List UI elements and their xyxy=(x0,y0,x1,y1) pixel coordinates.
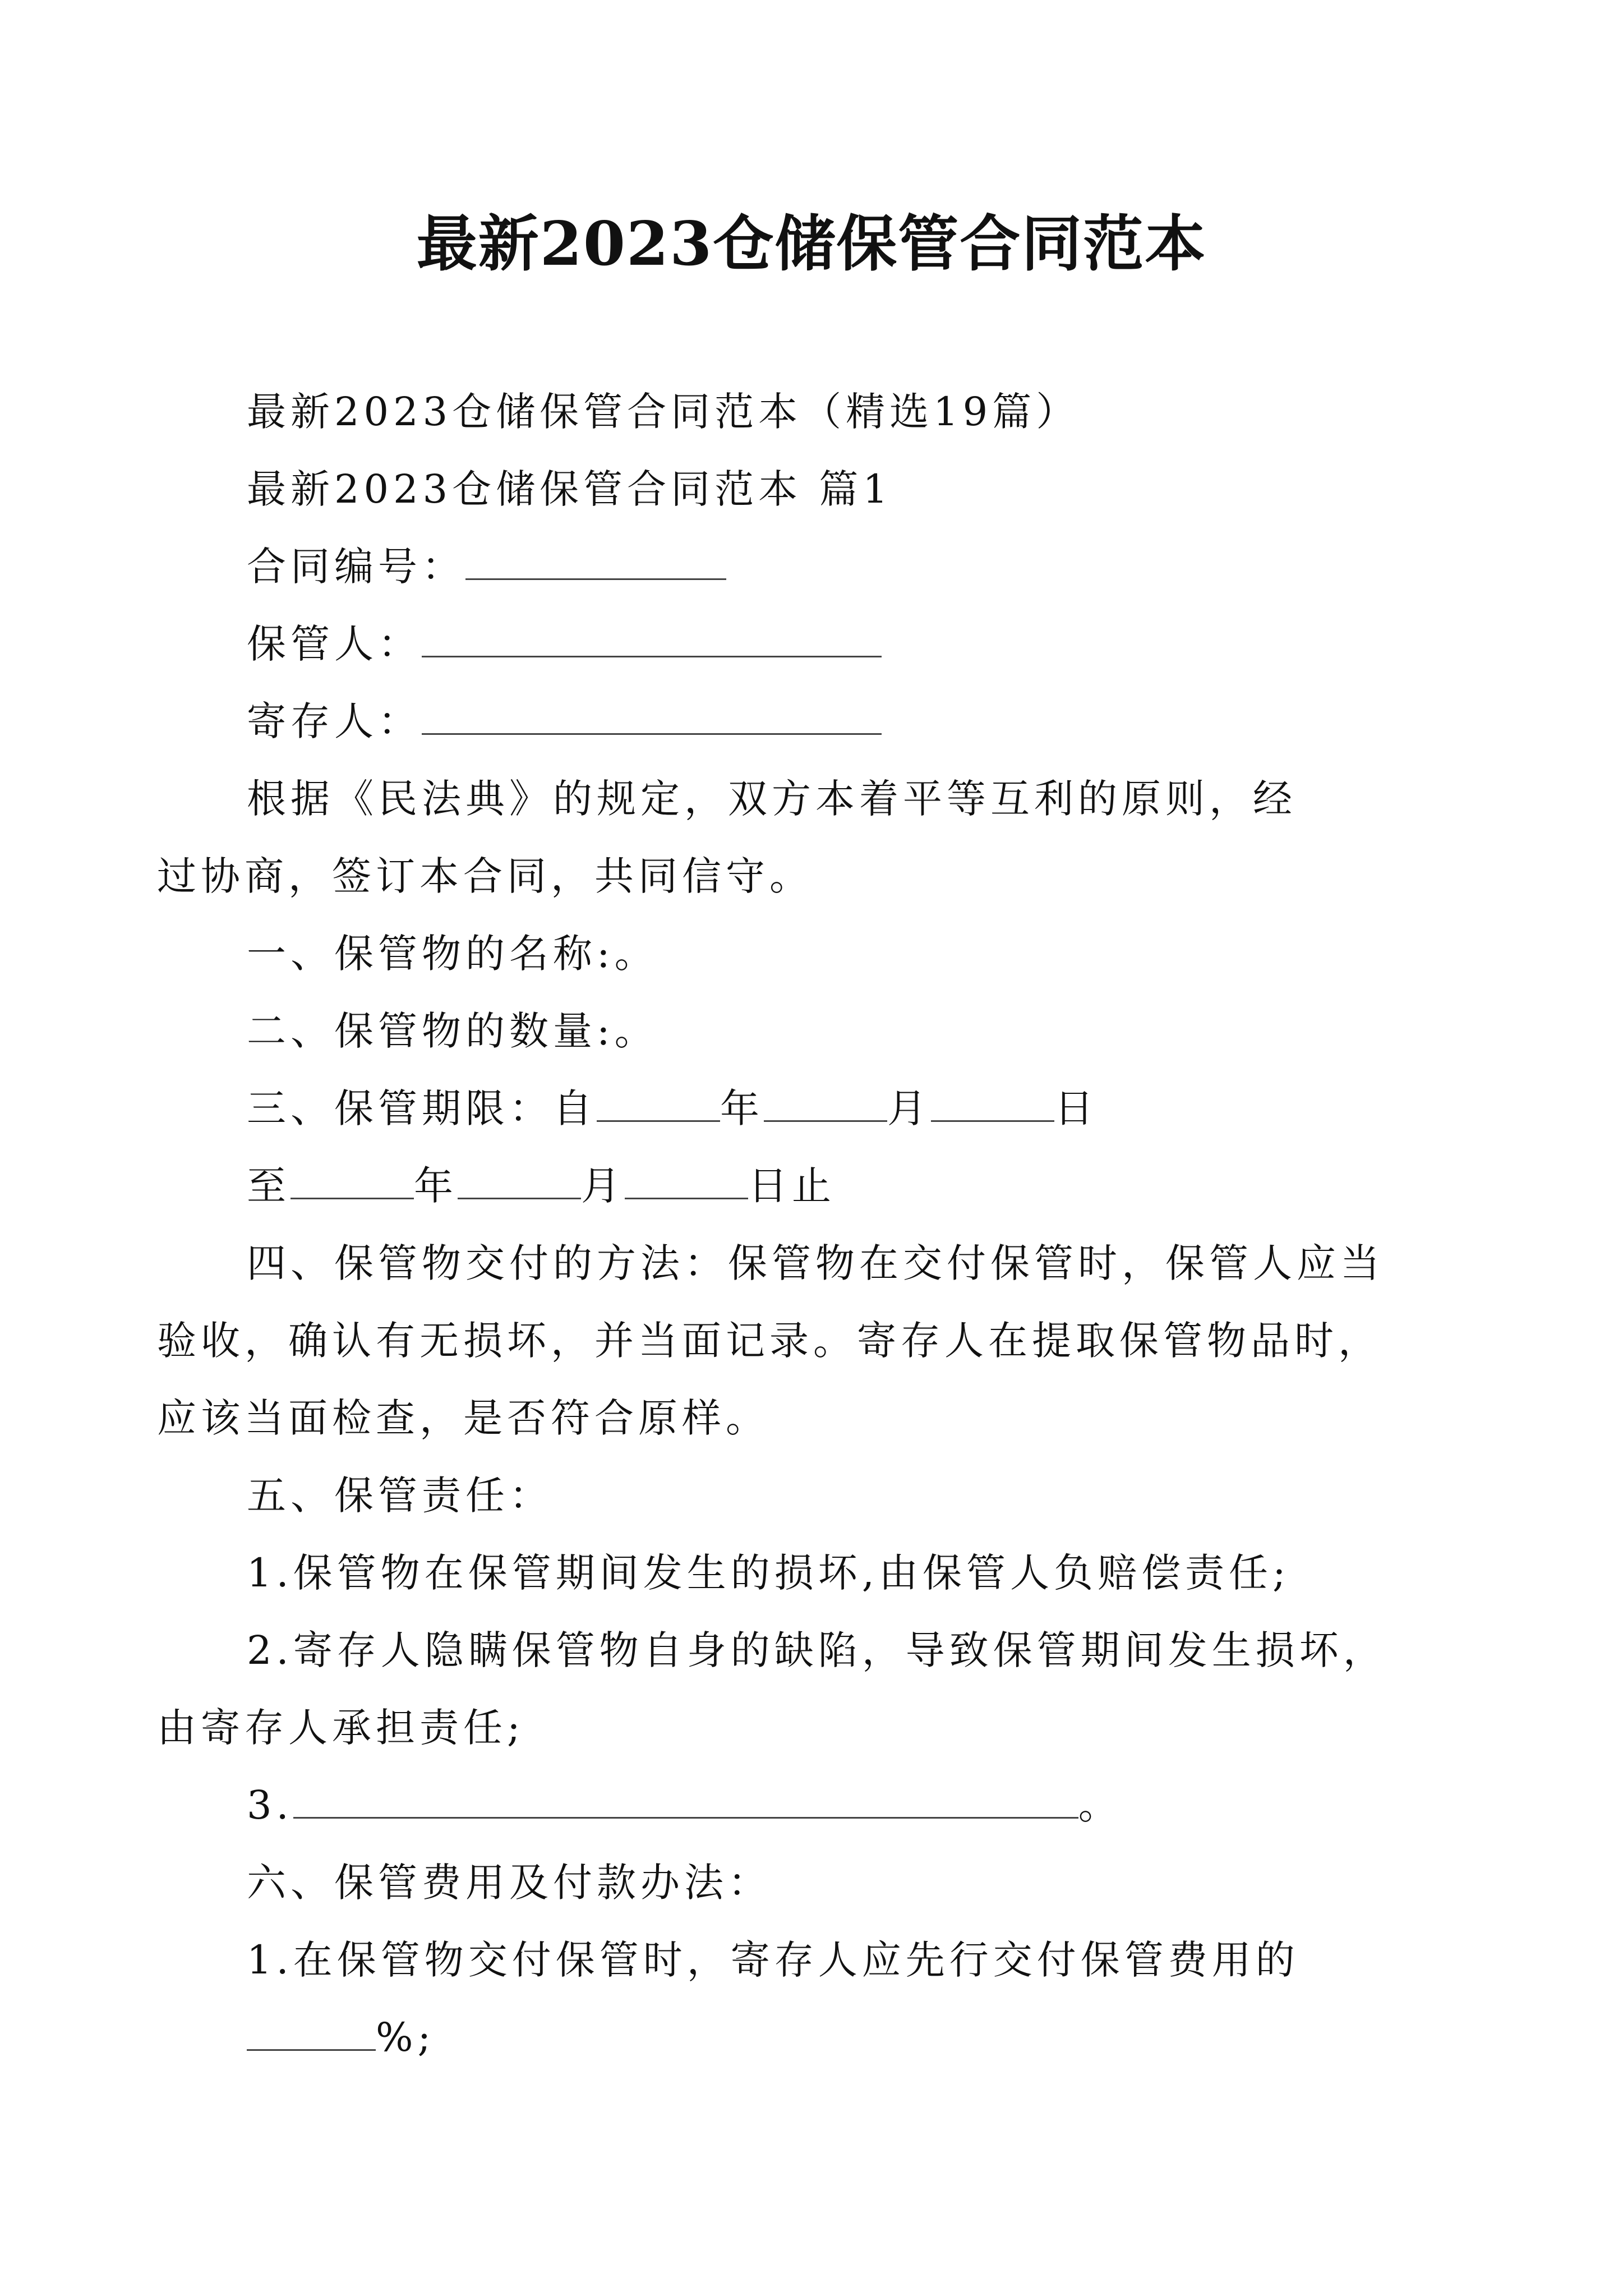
start-month-blank xyxy=(764,1081,887,1122)
custodian-line xyxy=(247,605,1380,683)
end-month-label: 月 xyxy=(581,1163,625,1209)
clause-6-item-1-cont xyxy=(247,1999,1380,2076)
end-month-blank xyxy=(458,1158,581,1199)
custodian-label: 保管人： xyxy=(247,621,422,667)
document-title: 最新2023仓储保管合同范本 xyxy=(416,209,1207,279)
clause-6: 六、保管费用及付款办法： xyxy=(247,1860,772,1906)
custodian-blank xyxy=(422,616,882,657)
clause-1: 一、保管物的名称:。 xyxy=(247,931,658,977)
clause-5-item-3-prefix: 3. xyxy=(247,1782,293,1828)
start-day-blank xyxy=(931,1081,1054,1122)
month-label: 月 xyxy=(887,1085,931,1131)
clause-4: 四、保管物交付的方法：保管物在交付保管时，保管人应当验收，确认有无损坏，并当面记录。寄存人在提取保管物品时，应该当面检查，是否符合原样。 xyxy=(157,1240,1384,1441)
clause-5-item-1: 1.保管物在保管期间发生的损坏,由保管人负赔偿责任; xyxy=(247,1550,1290,1596)
day-label: 日 xyxy=(1054,1085,1098,1131)
clause-3-start: 三、保管期限：自 xyxy=(247,1085,597,1131)
depositor-label: 寄存人： xyxy=(247,698,422,744)
percent-blank xyxy=(247,2010,376,2051)
start-year-blank xyxy=(597,1081,720,1122)
section-heading: 最新2023仓储保管合同范本 篇1 xyxy=(247,466,892,512)
depositor-blank xyxy=(422,694,882,735)
percent-suffix: %; xyxy=(376,2014,436,2060)
clause-6-item-1: 1.在保管物交付保管时，寄存人应先行交付保管费用的 xyxy=(247,1937,1299,1983)
clause-2: 二、保管物的数量:。 xyxy=(247,1008,658,1054)
clause-5-item-3 xyxy=(247,1766,1380,1844)
clause-3-line-1 xyxy=(247,1070,1380,1147)
subtitle: 最新2023仓储保管合同范本（精选19篇） xyxy=(247,389,1080,435)
end-year-label: 年 xyxy=(414,1163,458,1209)
contract-number-blank xyxy=(465,539,726,580)
clause-5-item-3-blank xyxy=(293,1778,1078,1819)
contract-number-line xyxy=(247,528,1380,605)
year-label: 年 xyxy=(720,1085,764,1131)
contract-number-label: 合同编号： xyxy=(247,544,465,590)
clause-5-item-2: 2.寄存人隐瞒保管物自身的缺陷，导致保管期间发生损坏，由寄存人承担责任; xyxy=(157,1627,1387,1751)
clause-5: 五、保管责任： xyxy=(247,1473,553,1519)
end-year-blank xyxy=(291,1158,414,1199)
clause-5-item-3-suffix: 。 xyxy=(1078,1782,1122,1828)
depositor-line xyxy=(247,683,1380,760)
clause-3-line-2 xyxy=(247,1147,1380,1225)
clause-3-to: 至 xyxy=(247,1163,291,1209)
end-day-blank xyxy=(625,1158,748,1199)
intro-paragraph: 根据《民法典》的规定，双方本着平等互利的原则，经过协商，签订本合同，共同信守。 xyxy=(157,776,1297,899)
end-day-label: 日止 xyxy=(748,1163,836,1209)
